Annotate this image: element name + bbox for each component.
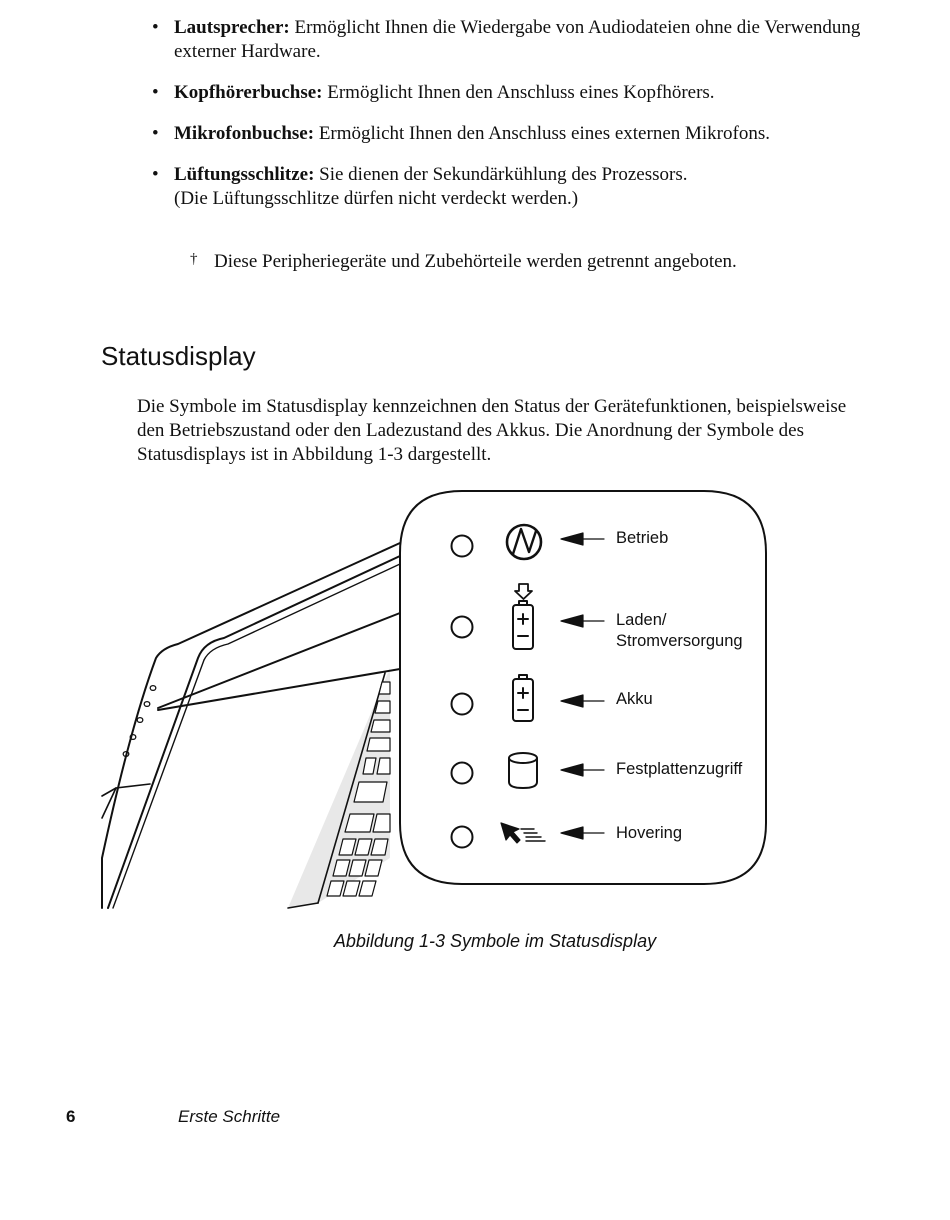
list-item [152, 122, 912, 146]
term: Kopfhörerbuchse: [174, 82, 323, 103]
label-disk: Festplattenzugriff [616, 760, 743, 778]
description: Ermöglicht Ihnen den Anschluss eines externen Mikrofons. [318, 123, 770, 144]
footnote-text: Diese Peripheriegeräte und Zubehörteile werden getrennt angeboten. [214, 251, 737, 272]
bullet: • [152, 123, 159, 144]
keyboard-illustration [288, 668, 390, 908]
description: Ermöglicht Ihnen die Wiedergabe von Audiodateien ohne die Verwendung externer Hardware. [174, 17, 861, 62]
status-display-figure [100, 488, 780, 913]
list-item [152, 163, 912, 211]
label-charging-line2: Stromversorgung [616, 632, 743, 650]
list-item [152, 81, 912, 105]
footnote-symbol: † [190, 251, 198, 267]
running-title: Erste Schritte [178, 1107, 281, 1126]
description: Ermöglicht Ihnen den Anschluss eines Kopfhörers. [327, 82, 715, 103]
list-item [152, 16, 912, 64]
bullet: • [152, 17, 159, 38]
feature-list [152, 16, 912, 228]
term: Mikrofonbuchse: [174, 123, 315, 144]
label-power: Betrieb [616, 529, 669, 547]
bullet: • [152, 82, 159, 103]
label-battery: Akku [616, 690, 653, 708]
page-number: 6 [66, 1107, 76, 1126]
footnote [190, 250, 890, 274]
tablet-illustration [102, 543, 400, 908]
label-charging-line1: Laden/ [616, 611, 667, 629]
description: Sie dienen der Sekundärkühlung des Prozessors. [319, 164, 688, 185]
figure-caption: Abbildung 1-3 Symbole im Statusdisplay [333, 931, 657, 951]
term: Lautsprecher: [174, 17, 290, 38]
description-note: (Die Lüftungsschlitze dürfen nicht verdeckt werden.) [174, 188, 579, 209]
section-heading: Statusdisplay [101, 341, 256, 371]
page-footer [66, 1107, 466, 1131]
label-hover: Hovering [616, 824, 683, 842]
bullet: • [152, 164, 159, 185]
section-paragraph: Die Symbole im Statusdisplay kennzeichnen den Status der Gerätefunktionen, beispielsweise den Betriebszustand oder den Ladezustand des Akkus. Die Anordnung der Symbole des Statusdisplays ist in Abbildung 1-3 dargestellt. [137, 396, 847, 465]
callout-panel [400, 491, 766, 884]
term: Lüftungsschlitze: [174, 164, 315, 185]
